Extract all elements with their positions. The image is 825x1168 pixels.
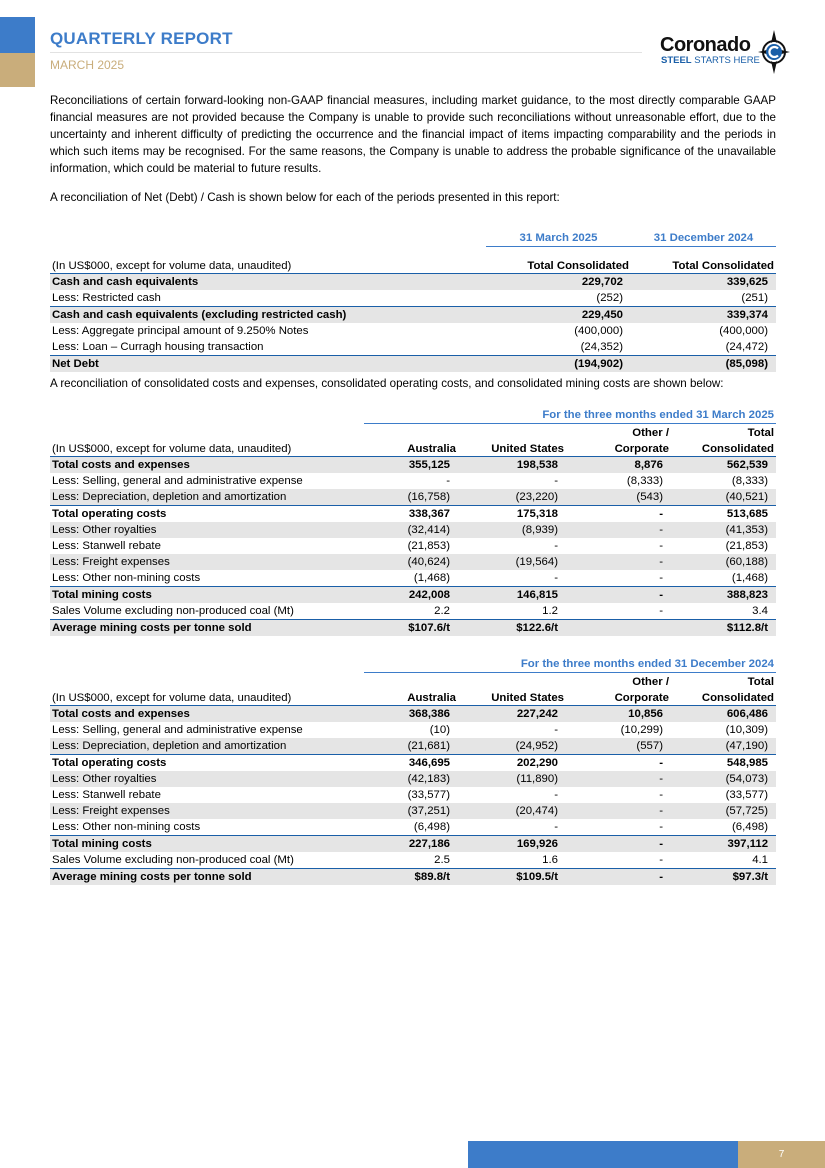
- header-accent-gold: [0, 53, 35, 87]
- value-australia: (40,624): [364, 554, 458, 570]
- row-label: Less: Loan – Curragh housing transaction: [52, 340, 264, 353]
- value-other-corporate: (557): [566, 738, 671, 755]
- value-other-corporate: -: [566, 803, 671, 819]
- period-heading: For the three months ended 31 March 2025: [364, 407, 776, 424]
- value-other-corporate: -: [566, 522, 671, 538]
- row-label: Total costs and expenses: [50, 706, 364, 723]
- value-total-consolidated: 3.4: [752, 604, 768, 617]
- table-row: [50, 787, 776, 803]
- col-header-consolidated: Consolidated: [701, 692, 775, 704]
- value-australia: (6,498): [413, 820, 450, 833]
- value-other-corporate: 8,876: [566, 457, 671, 474]
- value-dec-2024: 339,625: [631, 274, 776, 291]
- row-label: Average mining costs per tonne sold: [50, 620, 364, 637]
- value-mar-2025: 229,702: [486, 274, 631, 291]
- value-australia: (21,681): [364, 738, 458, 755]
- table-row: [50, 803, 776, 819]
- value-united-states: (11,890): [458, 771, 566, 787]
- value-other-corporate: -: [566, 506, 671, 523]
- row-label: Less: Depreciation, depletion and amortization: [50, 489, 364, 506]
- unit-label: (In US$000, except for volume data, unaudited): [52, 443, 292, 455]
- row-label: Less: Aggregate principal amount of 9.250% Notes: [52, 324, 309, 337]
- col-header-corporate: Corporate: [614, 443, 669, 455]
- table-row: [50, 356, 776, 373]
- value-australia: (33,577): [407, 788, 450, 801]
- value-united-states: -: [554, 571, 558, 584]
- value-other-corporate: -: [659, 788, 663, 801]
- header-rule: [50, 52, 642, 53]
- value-mar-2025: (194,902): [486, 356, 631, 373]
- value-total-consolidated: (60,188): [671, 554, 776, 570]
- value-dec-2024: (400,000): [719, 324, 768, 337]
- value-other-corporate: [566, 620, 671, 637]
- col-header-other: Other /: [632, 676, 669, 688]
- row-label: Total operating costs: [50, 755, 364, 772]
- value-united-states: 1.2: [542, 604, 558, 617]
- value-united-states: 175,318: [458, 506, 566, 523]
- table-row: [50, 274, 776, 291]
- value-other-corporate: -: [659, 604, 663, 617]
- report-date: MARCH 2025: [50, 58, 125, 72]
- value-mar-2025: (400,000): [574, 324, 623, 337]
- footer-bar: [468, 1141, 738, 1168]
- value-other-corporate: -: [566, 554, 671, 570]
- value-australia: (32,414): [364, 522, 458, 538]
- row-label: Less: Stanwell rebate: [52, 539, 161, 552]
- row-label: Total mining costs: [50, 836, 364, 853]
- value-other-corporate: -: [659, 820, 663, 833]
- value-total-consolidated: 397,112: [671, 836, 776, 853]
- value-other-corporate: -: [566, 587, 671, 604]
- col-header-other: Other /: [632, 427, 669, 439]
- value-australia: (10): [429, 723, 450, 736]
- value-other-corporate: -: [659, 571, 663, 584]
- value-australia: (16,758): [364, 489, 458, 506]
- report-title: QUARTERLY REPORT: [50, 29, 233, 48]
- table-row: [50, 869, 776, 886]
- value-united-states: (8,939): [458, 522, 566, 538]
- table-row: [50, 307, 776, 324]
- table-row: [50, 819, 776, 836]
- value-total-consolidated: (41,353): [671, 522, 776, 538]
- row-label: Average mining costs per tonne sold: [50, 869, 364, 886]
- table-row: [50, 489, 776, 506]
- value-united-states: 1.6: [542, 853, 558, 866]
- value-australia: 355,125: [364, 457, 458, 474]
- value-united-states: $122.6/t: [458, 620, 566, 637]
- logo-tagline: STEEL STARTS HERE: [661, 55, 760, 66]
- row-label: Less: Restricted cash: [52, 291, 161, 304]
- value-united-states: (19,564): [458, 554, 566, 570]
- table-row: [50, 339, 776, 356]
- row-label: Less: Other non-mining costs: [52, 820, 201, 833]
- table-row: [50, 473, 776, 489]
- period-heading: For the three months ended 31 December 2024: [364, 656, 776, 673]
- value-total-consolidated: (33,577): [725, 788, 769, 801]
- value-other-corporate: -: [566, 836, 671, 853]
- value-total-consolidated: $97.3/t: [671, 869, 776, 886]
- table-row: [50, 755, 776, 772]
- table-row: [50, 836, 776, 853]
- header-accent-blue: [0, 17, 35, 53]
- unit-label: (In US$000, except for volume data, unaudited): [52, 692, 292, 704]
- table-row: [50, 706, 776, 723]
- value-united-states: (23,220): [458, 489, 566, 506]
- value-australia: $89.8/t: [364, 869, 458, 886]
- value-total-consolidated: 388,823: [671, 587, 776, 604]
- row-label: Less: Other non-mining costs: [52, 571, 201, 584]
- value-australia: (37,251): [364, 803, 458, 819]
- intro-paragraph: Reconciliations of certain forward-looking non-GAAP financial measures, including market guidance, to the most directly comparable GAAP financial measures are not provided because the Company is unable to provide such reconciliations without unreasonable effort, due to the uncertainty and inherent difficulty of predicting the occurrence and the financial impact of items impacting comparability and the periods in which such items may be recognised. For the same reasons, the Company is unable to address the probable significance of the unavailable information, which could be material to future results.: [50, 94, 776, 175]
- value-united-states: $109.5/t: [458, 869, 566, 886]
- col-header-total: Total: [747, 676, 775, 688]
- value-total-consolidated: (6,498): [731, 820, 769, 833]
- value-australia: -: [446, 474, 450, 487]
- value-total-consolidated: $112.8/t: [671, 620, 776, 637]
- table-row: [50, 738, 776, 755]
- table-row: [50, 538, 776, 554]
- value-other-corporate: -: [566, 869, 671, 886]
- row-label: Less: Selling, general and administrative expense: [52, 474, 303, 487]
- value-united-states: -: [554, 788, 558, 801]
- row-label: Cash and cash equivalents: [50, 274, 486, 291]
- value-united-states: (20,474): [458, 803, 566, 819]
- value-united-states: 227,242: [458, 706, 566, 723]
- row-label: Total costs and expenses: [50, 457, 364, 474]
- row-label: Less: Other royalties: [50, 522, 364, 538]
- value-other-corporate: (543): [566, 489, 671, 506]
- table-row: [50, 722, 776, 738]
- value-united-states: 169,926: [458, 836, 566, 853]
- value-total-consolidated: (1,468): [731, 571, 768, 584]
- costs-intro: A reconciliation of consolidated costs and expenses, consolidated operating costs, and consolidated mining costs are shown below:: [50, 377, 724, 390]
- col-header-total: Total Consolidated: [527, 260, 629, 272]
- table-row: [50, 522, 776, 538]
- value-other-corporate: (8,333): [626, 474, 663, 487]
- value-total-consolidated: 513,685: [671, 506, 776, 523]
- row-label: Total operating costs: [50, 506, 364, 523]
- value-australia: $107.6/t: [364, 620, 458, 637]
- value-total-consolidated: (21,853): [725, 539, 768, 552]
- row-label: Total mining costs: [50, 587, 364, 604]
- value-australia: 227,186: [364, 836, 458, 853]
- row-label: Less: Stanwell rebate: [52, 788, 161, 801]
- col-header-australia: Australia: [407, 443, 456, 455]
- costs-table-dec-2024: [50, 656, 776, 885]
- table-row: [50, 290, 776, 307]
- value-total-consolidated: (40,521): [671, 489, 776, 506]
- table-row: [50, 554, 776, 570]
- col-header-total: Total Consolidated: [672, 260, 774, 272]
- value-dec-2024: (251): [741, 291, 768, 304]
- value-dec-2024: (85,098): [631, 356, 776, 373]
- table-row: [50, 457, 776, 474]
- value-other-corporate: (10,299): [620, 723, 663, 736]
- value-united-states: 198,538: [458, 457, 566, 474]
- value-total-consolidated: (10,309): [725, 723, 769, 736]
- row-label: Less: Selling, general and administrative expense: [52, 723, 303, 736]
- value-total-consolidated: (54,073): [671, 771, 776, 787]
- col-header-united-states: United States: [491, 692, 564, 704]
- table-row: [50, 506, 776, 523]
- table-row: [50, 603, 776, 620]
- value-australia: 242,008: [364, 587, 458, 604]
- value-other-corporate: 10,856: [566, 706, 671, 723]
- value-australia: (42,183): [364, 771, 458, 787]
- row-label: Sales Volume excluding non-produced coal (Mt): [52, 853, 294, 866]
- logo-wordmark: Coronado: [660, 34, 751, 56]
- row-label: Less: Other royalties: [50, 771, 364, 787]
- row-label: Cash and cash equivalents (excluding restricted cash): [50, 307, 486, 324]
- company-logo: [660, 28, 795, 76]
- compass-logo-icon: [756, 28, 792, 76]
- col-header-australia: Australia: [407, 692, 456, 704]
- costs-table-mar-2025: [50, 407, 776, 636]
- value-australia: 338,367: [364, 506, 458, 523]
- value-united-states: -: [554, 723, 558, 736]
- row-label: Sales Volume excluding non-produced coal (Mt): [52, 604, 294, 617]
- value-other-corporate: -: [566, 755, 671, 772]
- col-header-consolidated: Consolidated: [701, 443, 774, 455]
- value-united-states: 202,290: [458, 755, 566, 772]
- table-row: [50, 587, 776, 604]
- row-label: Net Debt: [50, 356, 486, 373]
- col-header-total: Total: [747, 427, 774, 439]
- value-australia: (21,853): [407, 539, 450, 552]
- table-row: [50, 771, 776, 787]
- value-total-consolidated: 4.1: [752, 853, 769, 866]
- value-united-states: 146,815: [458, 587, 566, 604]
- value-other-corporate: -: [659, 539, 663, 552]
- value-total-consolidated: 548,985: [671, 755, 776, 772]
- value-australia: 346,695: [364, 755, 458, 772]
- value-united-states: -: [554, 820, 558, 833]
- net-debt-table: [50, 230, 776, 372]
- value-mar-2025: (24,352): [580, 340, 623, 353]
- unit-label: (In US$000, except for volume data, unaudited): [52, 260, 292, 272]
- value-australia: 2.5: [434, 853, 450, 866]
- row-label: Less: Freight expenses: [50, 803, 364, 819]
- value-total-consolidated: 606,486: [671, 706, 776, 723]
- value-mar-2025: 229,450: [486, 307, 631, 324]
- row-label: Less: Depreciation, depletion and amortization: [50, 738, 364, 755]
- col-header-united-states: United States: [491, 443, 564, 455]
- value-mar-2025: (252): [596, 291, 623, 304]
- value-total-consolidated: (57,725): [671, 803, 776, 819]
- row-label: Less: Freight expenses: [50, 554, 364, 570]
- value-australia: 368,386: [364, 706, 458, 723]
- value-australia: 2.2: [434, 604, 450, 617]
- value-total-consolidated: 562,539: [671, 457, 776, 474]
- period-heading-dec: 31 December 2024: [631, 230, 776, 247]
- table-row: [50, 852, 776, 869]
- value-united-states: (24,952): [458, 738, 566, 755]
- table-row: [50, 620, 776, 637]
- net-debt-intro: A reconciliation of Net (Debt) / Cash is shown below for each of the periods presented in this report:: [50, 191, 560, 204]
- value-total-consolidated: (8,333): [731, 474, 768, 487]
- col-header-corporate: Corporate: [614, 692, 669, 704]
- period-heading-mar: 31 March 2025: [486, 230, 631, 247]
- table-row: [50, 323, 776, 339]
- value-dec-2024: (24,472): [725, 340, 768, 353]
- value-total-consolidated: (47,190): [671, 738, 776, 755]
- value-other-corporate: -: [566, 771, 671, 787]
- value-united-states: -: [554, 474, 558, 487]
- value-dec-2024: 339,374: [631, 307, 776, 324]
- value-other-corporate: -: [659, 853, 663, 866]
- table-row: [50, 570, 776, 587]
- value-australia: (1,468): [413, 571, 450, 584]
- page-number: 7: [738, 1141, 825, 1168]
- value-united-states: -: [554, 539, 558, 552]
